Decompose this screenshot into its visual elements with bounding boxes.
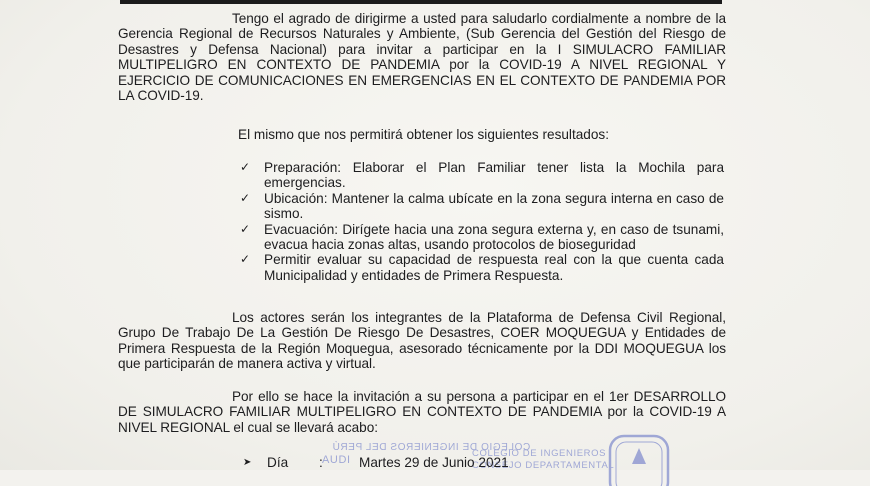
paragraph-invitation-text: Tengo el agrado de dirigirme a usted para saludarlo cordialmente a nombre de la Gerencia Regional de Recursos Naturales y Ambiente, (Sub Gerencia del Gestión del Riesgo de Desastres y Defensa Nacional) para invitar a participar en la I SIMULACRO FAMILIAR MULTIPELIGRO EN CONTEXTO DE PANDEMIA por la COVID-19 A NIVEL REGIONAL Y EJERCICIO DE COMUNICACIONES EN EMERGENCIAS EN EL CONTEXTO DE PANDEMIA POR LA COVID-19.: [118, 11, 726, 104]
stamp-text: COLEGIO DE INGENIEROS: [472, 448, 607, 459]
list-item-text: Evacuación: Dirígete hacia una zona segura externa y, en caso de tsunami, evacua hacia zonas altas, usando protocolos de bioseguridad: [264, 221, 724, 253]
paragraph-actors-text: Los actores serán los integrantes de la Plataforma de Defensa Civil Regional, Grupo De Trabajo De La Gestión De Riesgo De Desastres, COER MOQUEGUA y Entidades de Primera Respuesta de la Región Moquegua, asesorado técnicamente por la DDI MOQUEGUA los que participarán de manera activa y virtual.: [118, 310, 726, 372]
top-rule: [120, 0, 722, 4]
stamp-text: COLEGIO DE INGENIEROS DEL PERÚ: [332, 442, 531, 453]
list-item-text: Permitir evaluar su capacidad de respuesta real con la que cuenta cada Municipalidad y entidades de Primera Respuesta.: [264, 252, 724, 283]
event-date-colon: :: [319, 455, 323, 470]
paragraph-invitation: [118, 11, 726, 103]
checkmark-icon: ✓: [240, 221, 251, 236]
list-item: [238, 160, 724, 191]
checkmark-icon: ✓: [240, 190, 251, 205]
list-item: [238, 222, 724, 253]
results-list: [238, 160, 724, 283]
event-date-row: [243, 455, 543, 470]
list-item: [238, 252, 724, 283]
paragraph-invitation-detail: [118, 389, 726, 435]
checkmark-icon: ✓: [240, 252, 251, 267]
paragraph-actors: [118, 310, 726, 372]
paragraph-invitation-detail-text: Por ello se hace la invitación a su persona a participar en el 1er DESARROLLO DE SIMULACRO FAMILIAR MULTIPELIGRO EN CONTEXTO DE PANDEMIA por la COVID-19 A NIVEL REGIONAL el cual se llevará acabo:: [118, 389, 726, 435]
stamp-text: AUDI: [322, 454, 351, 466]
list-item-text: Ubicación: Mantener la calma ubícate en la zona segura interna en caso de sismo.: [264, 190, 724, 222]
arrow-bullet-icon: ➤: [243, 457, 252, 468]
event-date-value: Martes 29 de Junio 2021: [359, 455, 509, 470]
results-intro: El mismo que nos permitirá obtener los siguientes resultados:: [238, 127, 609, 142]
stamp-text: CONSEJO DEPARTAMENTAL: [472, 460, 615, 471]
list-item-text: Preparación: Elaborar el Plan Familiar tener lista la Mochila para emergencias.: [264, 160, 724, 191]
checkmark-icon: ✓: [240, 160, 251, 174]
seal-icon: [608, 434, 670, 486]
event-date-label: Día: [267, 455, 289, 470]
list-item: [238, 191, 724, 222]
